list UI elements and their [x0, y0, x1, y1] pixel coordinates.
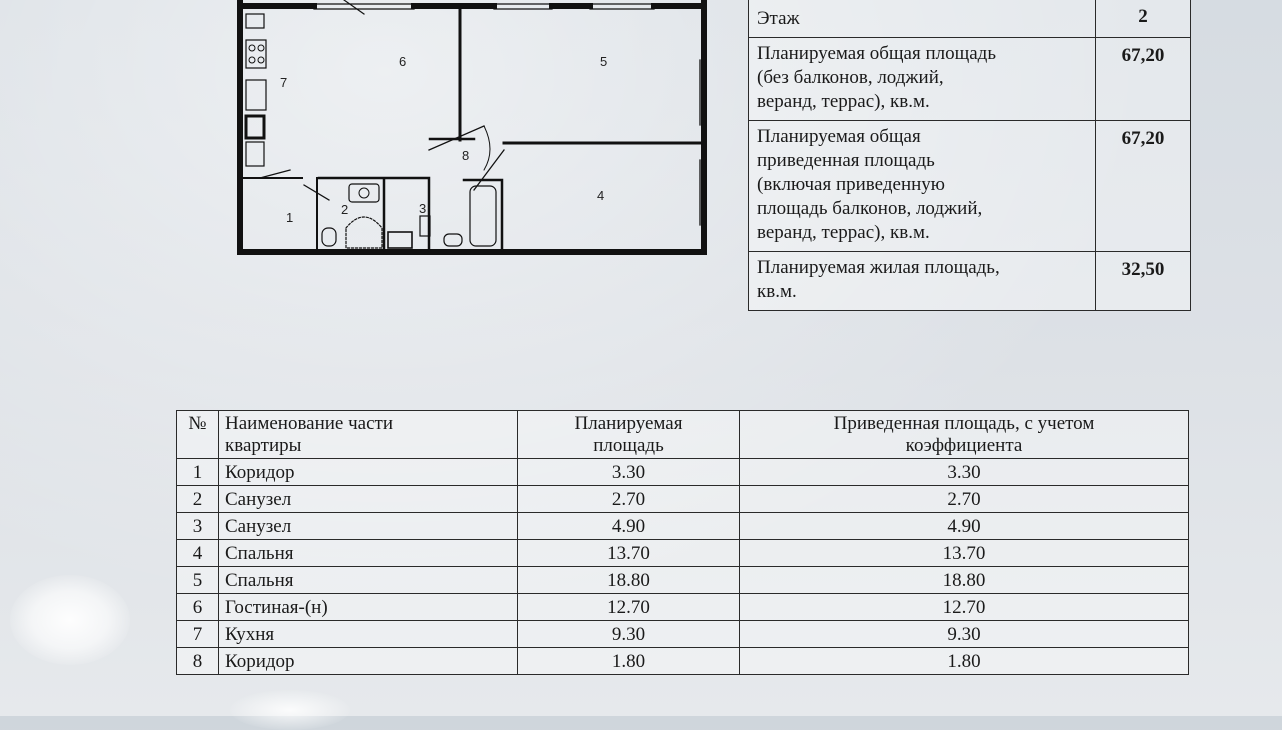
row-name: Спальня — [219, 567, 518, 594]
row-name: Спальня — [219, 540, 518, 567]
summary-value: 67,20 — [1096, 121, 1191, 252]
row-name: Коридор — [219, 459, 518, 486]
rooms-table-body — [177, 459, 1189, 675]
row-name: Коридор — [219, 648, 518, 675]
floor-plan — [234, 0, 710, 258]
label-line: Планируемая общая площадь — [757, 43, 996, 64]
summary-row-floor — [749, 0, 1191, 38]
room-number-6: 6 — [399, 54, 407, 69]
summary-label — [749, 0, 1096, 38]
summary-label — [749, 121, 1096, 252]
row-area: 12.70 — [518, 594, 740, 621]
row-area: 9.30 — [518, 621, 740, 648]
apartment-summary-table — [748, 0, 1191, 311]
rooms-table-header — [177, 411, 1189, 459]
summary-value: 2 — [1096, 0, 1191, 38]
header-line: площадь — [593, 435, 664, 456]
header-reduced-area — [740, 411, 1189, 459]
header-line: Планируемая — [574, 413, 683, 434]
room-number-3: 3 — [419, 201, 427, 216]
label-line: Планируемая общая — [757, 126, 921, 147]
table-row — [177, 594, 1189, 621]
row-num: 3 — [177, 513, 219, 540]
row-name: Гостиная-(н) — [219, 594, 518, 621]
row-name: Кухня — [219, 621, 518, 648]
floor-label: Этаж — [757, 8, 800, 29]
room-number-1: 1 — [286, 210, 294, 225]
label-line: приведенная площадь — [757, 150, 935, 171]
header-line: Приведенная площадь, с учетом — [833, 413, 1095, 434]
room-number-4: 4 — [597, 188, 605, 203]
row-reduced-area: 9.30 — [740, 621, 1189, 648]
row-num: 4 — [177, 540, 219, 567]
row-reduced-area: 13.70 — [740, 540, 1189, 567]
summary-row-living-area — [749, 252, 1191, 311]
table-row — [177, 486, 1189, 513]
table-row — [177, 459, 1189, 486]
rooms-table — [176, 410, 1189, 675]
table-row — [177, 648, 1189, 675]
table-row — [177, 621, 1189, 648]
label-line: Планируемая жилая площадь, — [757, 257, 1000, 278]
row-num: 7 — [177, 621, 219, 648]
row-reduced-area: 1.80 — [740, 648, 1189, 675]
header-num: № — [177, 411, 219, 459]
light-glare — [10, 575, 130, 665]
room-number-2: 2 — [341, 202, 349, 217]
row-area: 1.80 — [518, 648, 740, 675]
table-row — [177, 567, 1189, 594]
row-name: Санузел — [219, 486, 518, 513]
row-reduced-area: 4.90 — [740, 513, 1189, 540]
row-area: 4.90 — [518, 513, 740, 540]
table-row — [177, 540, 1189, 567]
summary-value: 67,20 — [1096, 38, 1191, 121]
row-num: 8 — [177, 648, 219, 675]
label-line: веранд, террас), кв.м. — [757, 222, 930, 243]
row-area: 18.80 — [518, 567, 740, 594]
label-line: площадь балконов, лоджий, — [757, 198, 983, 219]
row-area: 2.70 — [518, 486, 740, 513]
summary-row-reduced-area — [749, 121, 1191, 252]
row-area: 3.30 — [518, 459, 740, 486]
row-num: 2 — [177, 486, 219, 513]
row-reduced-area: 3.30 — [740, 459, 1189, 486]
label-line: (без балконов, лоджий, — [757, 67, 944, 88]
label-line: веранд, террас), кв.м. — [757, 91, 930, 112]
summary-label — [749, 252, 1096, 311]
header-area — [518, 411, 740, 459]
summary-row-total-area — [749, 38, 1191, 121]
header-line: квартиры — [225, 435, 302, 456]
room-number-7: 7 — [280, 75, 288, 90]
table-row — [177, 513, 1189, 540]
row-num: 5 — [177, 567, 219, 594]
room-number-5: 5 — [600, 54, 608, 69]
summary-label — [749, 38, 1096, 121]
row-reduced-area: 12.70 — [740, 594, 1189, 621]
row-area: 13.70 — [518, 540, 740, 567]
header-line: коэффициента — [905, 435, 1023, 456]
header-name — [219, 411, 518, 459]
header-line: Наименование части — [225, 413, 394, 434]
row-num: 1 — [177, 459, 219, 486]
room-number-8: 8 — [462, 148, 470, 163]
row-reduced-area: 2.70 — [740, 486, 1189, 513]
label-line: кв.м. — [757, 281, 797, 302]
row-reduced-area: 18.80 — [740, 567, 1189, 594]
label-line: (включая приведенную — [757, 174, 945, 195]
summary-value: 32,50 — [1096, 252, 1191, 311]
row-name: Санузел — [219, 513, 518, 540]
row-num: 6 — [177, 594, 219, 621]
light-glare — [230, 690, 350, 730]
